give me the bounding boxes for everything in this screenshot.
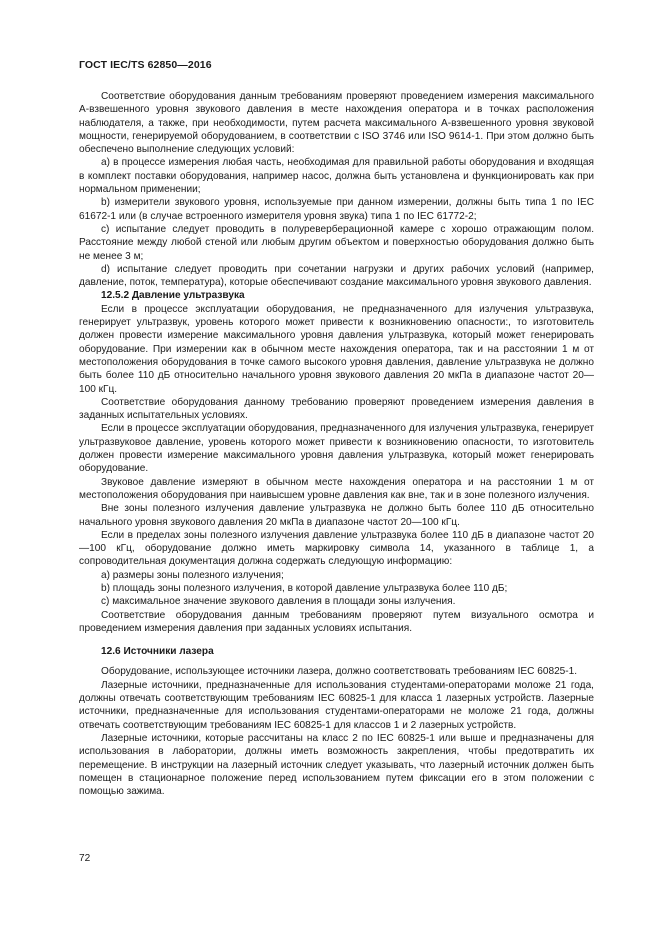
page-number: 72 (79, 853, 91, 864)
paragraph: Лазерные источники, которые рассчитаны на класс 2 по IEC 60825-1 или выше и предназначены для использования в лаборатории, должны иметь возможность закрепления, чтобы предотвратить их перемещение. В инструкции на лазерный источник следует указывать, что лазерный источник должен быть помещен в стационарное положение перед использованием путем фиксации его в этом положении с помощью зажима. (79, 732, 594, 798)
paragraph: b) площадь зоны полезного излучения, в которой давление ультразвука более 110 дБ; (101, 582, 508, 594)
paragraph: c) максимальное значение звукового давления в площади зоны излучения. (101, 596, 456, 608)
document-header: ГОСТ IEC/TS 62850—2016 (79, 59, 212, 71)
paragraph: Если в процессе эксплуатации оборудования, предназначенного для излучения ультразвука, генерирует ультразвуковое давление, уровень которого может привести к возникновению опасности, то изготовитель должен провести измерение максимального уровня давления ультразвука, который может генерировать оборудование. (79, 423, 594, 475)
paragraph: Соответствие оборудования данным требованиям проверяют путем визуального осмотра и проведением измерения давления при заданных условиях испытания. (79, 609, 594, 634)
paragraph: Соответствие оборудования данным требованиям проверяют проведением измерения максимального А-взвешенного уровня звукового давления в месте нахождения оператора и в точках расположения наблюдателя, а также, при необходимости, путем расчета максимального А-взвешенного уровня звуковой мощности, генерируемой оборудованием, в соответствии с ISO 3746 или ISO 9614-1. При этом должно быть обеспечено выполнение следующих условий: (79, 91, 594, 156)
paragraph: d) испытание следует проводить при сочетании нагрузки и других рабочих условий (например, давление, поток, температура), которые обеспечивают создание максимального уровня звукового давления. (79, 263, 594, 289)
section-heading: 12.6 Источники лазера (101, 646, 214, 658)
document-body (79, 90, 594, 798)
paragraph: Оборудование, использующее источники лазера, должно соответствовать требованиям IEC 60825-1. (101, 666, 578, 678)
paragraph: Если в пределах зоны полезного излучения давление ультразвука более 110 дБ в диапазоне частот 20—100 кГц, оборудование должно иметь маркировку символа 14, указанного в таблице 1, а сопроводительная документация должна содержать следующую информацию: (79, 529, 594, 568)
paragraph: a) размеры зоны полезного излучения; (101, 569, 284, 581)
paragraph: a) в процессе измерения любая часть, необходимая для правильной работы оборудования и входящая в комплект поставки оборудования, например насос, должна быть установлена и функционировать как при нормальном применении; (79, 157, 594, 196)
paragraph: Если в процессе эксплуатации оборудования, не предназначенного для излучения ультразвука, генерирует ультразвук, уровень которого может привести к возникновению опасности:, то изготовитель должен провести измерение максимального уровня давления ультразвука, который может генерировать оборудование. При измерении как в обычном месте нахождения оператора, так и на расстоянии 1 м от местоположения оборудования в точке самого высокого уровня давления, давление ультразвука не должно быть более 110 дБ относительно начального уровня звукового давления 20 мкПа в диапазоне частот 20—100 кГц. (79, 303, 594, 395)
paragraph: Соответствие оборудования данному требованию проверяют проведением измерения давления в заданных испытательных условиях. (79, 396, 594, 422)
section-heading: 12.5.2 Давление ультразвука (101, 290, 245, 302)
paragraph: Звуковое давление измеряют в обычном месте нахождения оператора и на расстоянии 1 м от местоположения оборудования при наивысшем уровне давления как вне, так и в зоне полезного излучения. (79, 476, 594, 501)
paragraph: Лазерные источники, предназначенные для использования студентами-операторами моложе 21 года, должны отвечать соответствующим требованиям IEC 60825-1 для класса 1 лазерных устройств. Лазерные источники, предназначенные для использования студентами-операторами не моложе 21 года, должны отвечать соответствующим требованиям IEC 60825-1 для классов 1 и 2 лазерных устройств. (79, 679, 594, 731)
paragraph: b) измерители звукового уровня, используемые при данном измерении, должны быть типа 1 по IEC 61672-1 или (в случае встроенного измерителя уровня звука) типа 1 по IEC 61772-2; (79, 197, 594, 222)
paragraph: Вне зоны полезного излучения давление ультразвука не должно быть более 110 дБ относительно начального уровня звукового давления 20 мкПа в диапазоне частот 20—100 кГц. (79, 503, 594, 528)
paragraph: c) испытание следует проводить в полуреверберационной камере с хорошо отражающим полом. Расстояние между любой стеной или любым другим объектом и поверхностью оборудования должно быть не менее 3 м; (79, 223, 594, 262)
